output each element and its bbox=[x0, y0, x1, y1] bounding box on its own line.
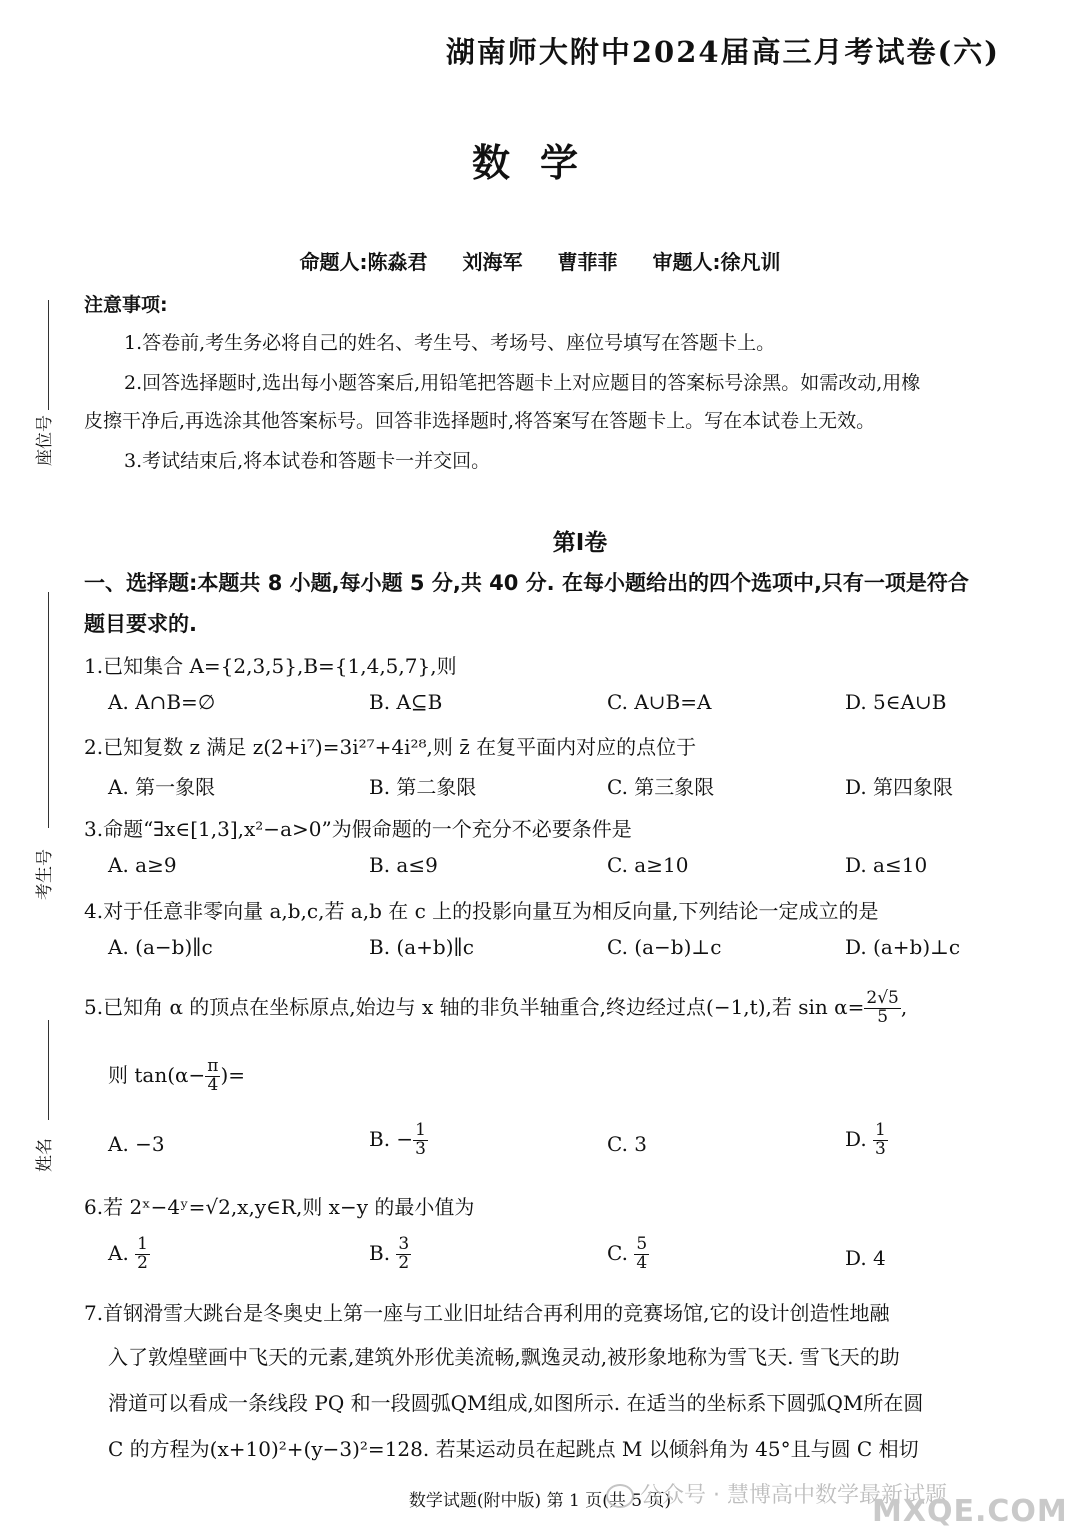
q1-option-a: A. A∩B=∅ bbox=[108, 690, 216, 714]
seat-line bbox=[48, 300, 49, 410]
notice-item-2: 2.回答选择题时,选出每小题答案后,用铅笔把答题卡上对应题目的答案标号涂黑。如需改动,用橡 bbox=[124, 372, 921, 394]
exam-no-line bbox=[48, 592, 49, 828]
q6-stem: 6.若 2ˣ−4ʸ=√2,x,y∈R,则 x−y 的最小值为 bbox=[84, 1195, 475, 1219]
q2-option-a: A. 第一象限 bbox=[108, 775, 216, 799]
q6-option-c-num: 5 bbox=[636, 1234, 648, 1254]
q6-option-b-text: B. bbox=[369, 1240, 397, 1265]
q1-option-d: D. 5∈A∪B bbox=[845, 690, 947, 714]
q5-option-d bbox=[845, 1122, 888, 1159]
q6-option-a-den: 2 bbox=[137, 1252, 148, 1273]
q4-option-a: A. (a−b)∥c bbox=[108, 935, 213, 959]
q5-option-b bbox=[369, 1122, 428, 1159]
q7-line-4: C 的方程为(x+10)²+(y−3)²=128. 若某运动员在起跳点 M 以倾斜角为 45°且与圆 C 相切 bbox=[108, 1437, 919, 1461]
exam-no-label: 考生号 bbox=[35, 849, 55, 900]
q5-option-c: C. 3 bbox=[607, 1132, 648, 1156]
q2-option-c: C. 第三象限 bbox=[607, 775, 715, 799]
q5-frac-den: 5 bbox=[877, 1006, 889, 1027]
q3-option-d: D. a≤10 bbox=[845, 853, 928, 877]
q6-option-d: D. 4 bbox=[845, 1246, 886, 1270]
q6-option-c bbox=[607, 1236, 649, 1273]
q5-option-d-num: 1 bbox=[875, 1120, 886, 1140]
notice-item-3: 3.考试结束后,将本试卷和答题卡一并交回。 bbox=[124, 450, 491, 472]
q5-option-b-den: 3 bbox=[415, 1138, 426, 1159]
watermark-label: 公众号 · 慧博高中数学最新试题 bbox=[640, 1483, 947, 1508]
q5-line2-text: 则 tan(α− bbox=[108, 1062, 206, 1087]
q5-stem-end: , bbox=[900, 994, 908, 1019]
setter-3: 曹菲菲 bbox=[557, 250, 618, 274]
q5-option-d-den: 3 bbox=[875, 1138, 886, 1159]
q5-line2 bbox=[108, 1058, 245, 1095]
q3-stem: 3.命题“∃x∈[1,3],x²−a>0”为假命题的一个充分不必要条件是 bbox=[84, 817, 632, 841]
exam-header-title: 湖南师大附中2024届高三月考试卷(六) bbox=[445, 35, 1000, 69]
q5-option-d-frac bbox=[873, 1122, 888, 1159]
q6-option-a-text: A. bbox=[108, 1240, 136, 1265]
q5-option-b-frac bbox=[413, 1122, 428, 1159]
q1-option-b: B. A⊆B bbox=[369, 690, 443, 714]
watermark-logo: MXQE.COM bbox=[872, 1494, 1068, 1529]
q6-option-b-frac bbox=[396, 1236, 411, 1273]
section-1-line1: 一、选择题:本题共 8 小题,每小题 5 分,共 40 分. 在每小题给出的四个选项中,只有一项是符合 bbox=[84, 571, 969, 595]
q3-option-b: B. a≤9 bbox=[369, 853, 438, 877]
q5-option-a: A. −3 bbox=[108, 1132, 165, 1156]
q5-stem-text: 5.已知角 α 的顶点在坐标原点,始边与 x 轴的非负半轴重合,终边经过点(−1,t),若 sin α= bbox=[84, 994, 865, 1019]
q5-stem bbox=[84, 990, 907, 1027]
setter-2: 刘海军 bbox=[462, 250, 523, 274]
q5-option-d-text: D. bbox=[845, 1126, 874, 1151]
q5-line2-end: )= bbox=[220, 1062, 246, 1087]
page-footer: 数学试题(附中版) 第 1 页(共 5 页) bbox=[408, 1491, 672, 1511]
reviewer: 审题人:徐凡训 bbox=[652, 250, 781, 274]
q5-line2-fraction bbox=[205, 1058, 220, 1095]
section-1-line2: 题目要求的. bbox=[84, 612, 197, 636]
q6-option-c-frac bbox=[634, 1236, 649, 1273]
q7-line-2: 入了敦煌壁画中飞天的元素,建筑外形优美流畅,飘逸灵动,被形象地称为雪飞天. 雪飞天的助 bbox=[108, 1345, 900, 1369]
name-label: 姓名 bbox=[35, 1138, 55, 1172]
authors-line bbox=[0, 246, 1080, 275]
q1-stem: 1.已知集合 A={2,3,5},B={1,4,5,7},则 bbox=[84, 654, 457, 678]
setter-1: 命题人:陈淼君 bbox=[299, 250, 428, 274]
q2-stem: 2.已知复数 z 满足 z(2+i⁷)=3i²⁷+4i²⁸,则 z̄ 在复平面内对应的点位于 bbox=[84, 735, 697, 759]
q4-option-d: D. (a+b)⊥c bbox=[845, 935, 961, 959]
notice-title: 注意事项: bbox=[84, 294, 168, 316]
q5-option-b-text: B. − bbox=[369, 1126, 414, 1151]
q5-frac-num: 2√5 bbox=[866, 988, 899, 1008]
wechat-icon bbox=[606, 1484, 634, 1508]
q5-option-b-num: 1 bbox=[415, 1120, 426, 1140]
q6-option-a-frac bbox=[135, 1236, 150, 1273]
q3-option-a: A. a≥9 bbox=[108, 853, 177, 877]
q6-option-b-num: 3 bbox=[398, 1234, 410, 1254]
q4-option-b: B. (a+b)∥c bbox=[369, 935, 474, 959]
q6-option-a-num: 1 bbox=[137, 1234, 148, 1254]
q7-line-1: 7.首钢滑雪大跳台是冬奥史上第一座与工业旧址结合再利用的竞赛场馆,它的设计创造性地融 bbox=[84, 1301, 890, 1325]
q6-option-a bbox=[108, 1236, 150, 1273]
q7-line-3: 滑道可以看成一条线段 PQ 和一段圆弧QM组成,如图所示. 在适当的坐标系下圆弧QM所在圆 bbox=[108, 1391, 924, 1415]
notice-item-2b: 皮擦干净后,再选涂其他答案标号。回答非选择题时,将答案写在答题卡上。写在本试卷上无效。 bbox=[84, 410, 876, 432]
q3-option-c: C. a≥10 bbox=[607, 853, 689, 877]
notice-item-1: 1.答卷前,考生务必将自己的姓名、考生号、考场号、座位号填写在答题卡上。 bbox=[124, 332, 776, 354]
name-line bbox=[48, 1020, 49, 1120]
seat-label: 座位号 bbox=[35, 415, 55, 466]
subject-title: 数学 bbox=[471, 141, 608, 185]
q6-option-b-den: 2 bbox=[398, 1252, 410, 1273]
q1-option-c: C. A∪B=A bbox=[607, 690, 712, 714]
q6-option-c-text: C. bbox=[607, 1240, 635, 1265]
q5-line2-frac-den: 4 bbox=[207, 1074, 219, 1095]
q6-option-c-den: 4 bbox=[636, 1252, 648, 1273]
q4-option-c: C. (a−b)⊥c bbox=[607, 935, 722, 959]
q5-fraction bbox=[864, 990, 900, 1027]
q2-option-d: D. 第四象限 bbox=[845, 775, 954, 799]
q2-option-b: B. 第二象限 bbox=[369, 775, 477, 799]
q6-option-b bbox=[369, 1236, 411, 1273]
part-title: 第Ⅰ卷 bbox=[552, 530, 608, 556]
q4-stem: 4.对于任意非零向量 a,b,c,若 a,b 在 c 上的投影向量互为相反向量,下列结论一定成立的是 bbox=[84, 899, 879, 923]
q5-line2-frac-num: π bbox=[207, 1056, 219, 1076]
